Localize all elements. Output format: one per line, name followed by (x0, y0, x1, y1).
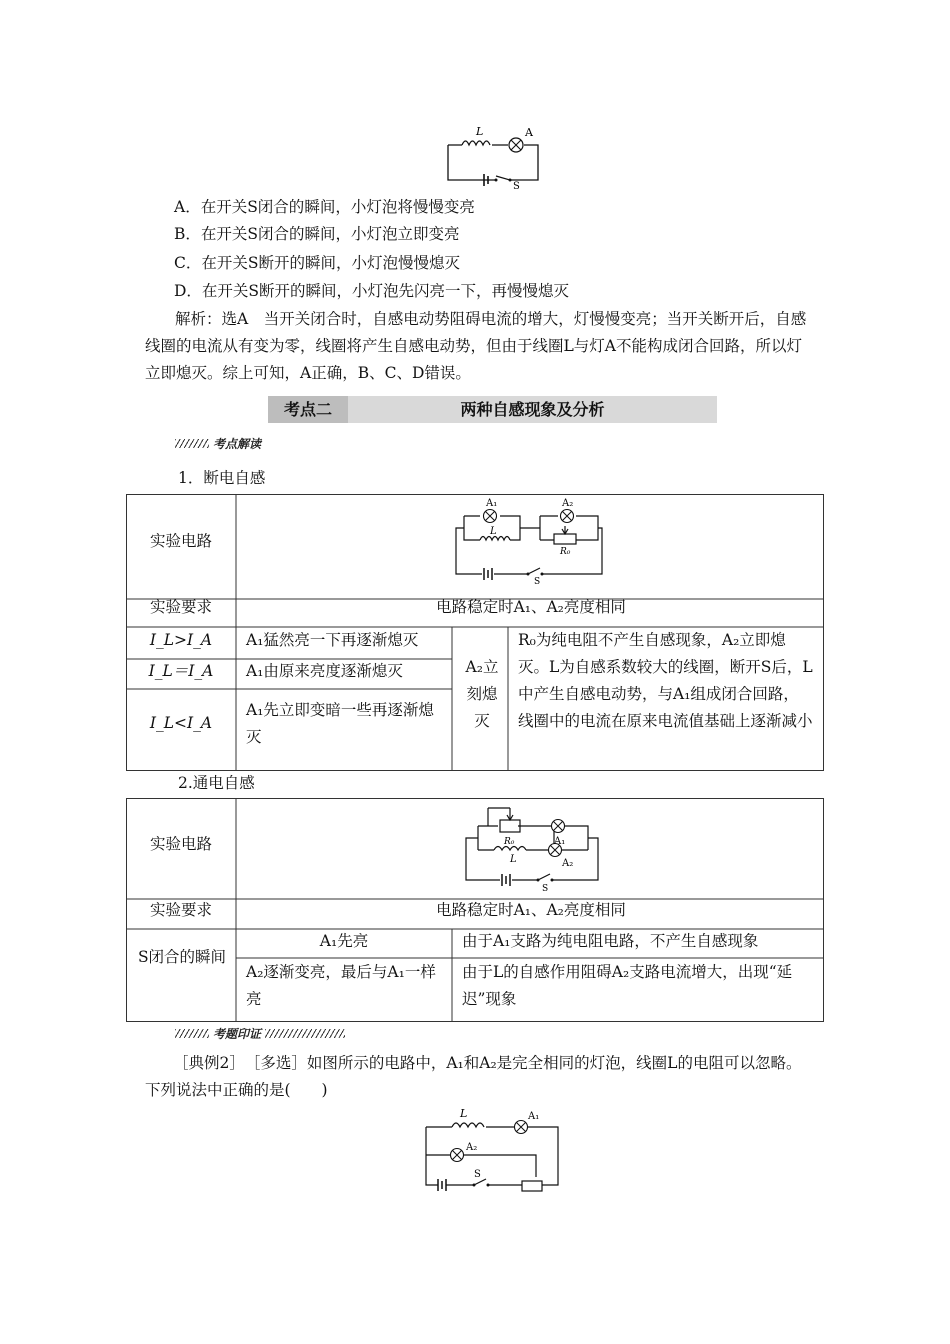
section-title: 两种自感现象及分析 (460, 400, 605, 419)
t1-explanation: R₀为纯电阻不产生自感现象，A₂立即熄灭。L为自感系数较大的线圈，断开S后，L中产生自感电动势，与A₁组成闭合回路，线圈中的电流在原来电流值基础上逐渐减小 (518, 631, 813, 730)
t2-requirement-value: 电路稳定时A₁、A₂亮度相同 (436, 901, 626, 919)
t1-requirement-value: 电路稳定时A₁、A₂亮度相同 (436, 598, 626, 616)
t2-row-requirement: 实验要求 (149, 901, 212, 919)
example-circuit (418, 1105, 568, 1200)
t1-result1: A₁猛然亮一下再逐渐熄灭 (246, 631, 419, 649)
label-L: L (476, 125, 484, 138)
t1-cond2: I_L＝I_A (148, 662, 214, 680)
fig2-R0: R₀ (504, 837, 515, 847)
ex-S: S (474, 1169, 481, 1180)
fig2-A2: A₂ (562, 858, 574, 869)
section-number: 考点二 (268, 396, 348, 423)
t2-a1-reason: 由于A₁支路为纯电阻电路，不产生自感现象 (462, 932, 759, 950)
tag-example: 考题印证 (175, 1025, 345, 1042)
ex-A2: A₂ (466, 1142, 478, 1153)
t1-cond1: I_L>I_A (149, 631, 213, 649)
option-b: B．在开关S闭合的瞬间，小灯泡立即变亮 (174, 225, 460, 243)
fig1-L: L (490, 526, 497, 537)
analysis-text: 解析：选A 当开关闭合时，自感电动势阻碍电流的增大，灯慢慢变亮；当开关断开后，自感线圈的电流从有变为零，线圈将产生自感电动势，但由于线圈L与灯A不能构成闭合回路，所以灯立即熄灭。综上可知，A正确，B、C、D错误。 (145, 310, 807, 382)
t2-row-circuit: 实验电路 (149, 835, 212, 853)
t2-a2-reason: 由于L的自感作用阻碍A₂支路电流增大，出现“延迟”现象 (462, 963, 793, 1008)
option-a: A．在开关S闭合的瞬间，小灯泡将慢慢变亮 (174, 198, 475, 216)
section-banner (268, 396, 717, 423)
t2-row-close: S闭合的瞬间 (137, 948, 227, 966)
fig2-A1: A₁ (554, 836, 566, 847)
t1-cond3: I_L<I_A (149, 714, 213, 732)
option-d: D．在开关S断开的瞬间，小灯泡先闪亮一下，再慢慢熄灭 (174, 282, 570, 300)
fig1-S: S (534, 577, 541, 586)
ex-L: L (460, 1107, 468, 1120)
part1-heading: 1．断电自感 (178, 469, 266, 487)
fig2-L: L (510, 854, 517, 865)
table2-circuit (458, 800, 608, 892)
example-text: ［典例2］ ［多选］如图所示的电路中，A₁和A₂是完全相同的灯泡，线圈L的电阻可以忽略。下列说法中正确的是( ) (145, 1054, 802, 1099)
t1-row-requirement: 实验要求 (149, 598, 212, 616)
t1-row-circuit: 实验电路 (149, 532, 212, 550)
top-circuit-figure (440, 125, 550, 190)
t1-result2: A₁由原来亮度逐渐熄灭 (246, 662, 403, 680)
part2-heading: 2.通电自感 (178, 774, 255, 792)
label-A: A (525, 126, 533, 139)
fig1-A2: A₂ (562, 498, 574, 509)
t1-a2-result: A₂立刻熄灭 (465, 658, 499, 730)
option-c: C．在开关S断开的瞬间，小灯泡慢慢熄灭 (174, 254, 460, 272)
ex-A1: A₁ (528, 1111, 540, 1122)
fig2-S: S (542, 884, 549, 892)
t1-result3: A₁先立即变暗一些再逐渐熄灭 (246, 701, 434, 746)
tag-explain: 考点解读 (175, 435, 261, 452)
fig1-R0: R₀ (560, 547, 571, 557)
fig1-A1: A₁ (486, 498, 498, 509)
label-S: S (513, 181, 520, 190)
t2-a1: A₁先亮 (319, 932, 369, 950)
table1-circuit (450, 496, 610, 586)
t2-a2: A₂逐渐变亮，最后与A₁一样亮 (246, 963, 436, 1008)
